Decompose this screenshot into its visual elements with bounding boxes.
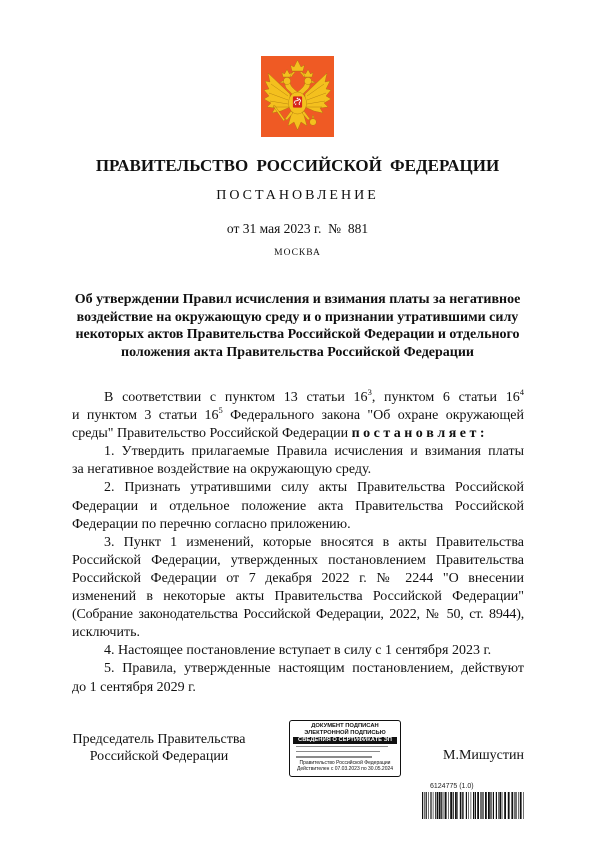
barcode-bar (448, 792, 449, 819)
barcode-bar (462, 792, 463, 819)
barcode-bar (468, 792, 469, 819)
barcode-bar (514, 792, 515, 819)
barcode-bar (502, 792, 503, 819)
barcode-graphic (422, 792, 524, 819)
coat-of-arms-icon (261, 56, 334, 137)
stamp-validity: Действителен с 07.03.2023 по 30.05.2024 (296, 765, 394, 772)
barcode-bar (475, 792, 476, 819)
superscript: 3 (367, 387, 372, 397)
barcode-bar (523, 792, 524, 819)
barcode-bar (466, 792, 467, 819)
barcode-bar (493, 792, 494, 819)
barcode-bar (460, 792, 461, 819)
stamp-title-line: ДОКУМЕНТ ПОДПИСАН (311, 723, 379, 729)
text-span: В соответствии с пунктом 13 статьи 16 (104, 390, 368, 405)
item-3-line: Российской Федерации, утвержденных постановлением Правительства (72, 552, 524, 568)
stamp-holder: Правительство Российской Федерации (299, 759, 391, 766)
item-3-line: изменений в некоторые акты Правительства Российской Федерации" (72, 589, 524, 605)
barcode-bar (435, 792, 436, 819)
barcode-bar (450, 792, 452, 819)
barcode-bar (518, 792, 519, 819)
barcode-bar (483, 792, 484, 819)
item-1-line: 1. Утвердить прилагаемые Правила исчисления и взимания платы (104, 444, 524, 460)
superscript: 4 (519, 387, 524, 397)
barcode-bar (477, 792, 479, 819)
barcode-bar (457, 792, 458, 819)
e-signature-stamp (289, 720, 401, 777)
position-line: Председатель Правительства (72, 732, 246, 747)
barcode-bar (488, 792, 490, 819)
text-span: и пунктом 3 статьи 16 (72, 408, 219, 424)
item-3-line: 3. Пункт 1 изменений, которые вносятся в акты Правительства (104, 534, 524, 550)
eagle-emblem-graphic (261, 56, 334, 137)
barcode-bar (463, 792, 464, 819)
document-type: ПОСТАНОВЛЕНИЕ (216, 188, 379, 203)
item-2-line: Федерации по перечню согласно приложению. (72, 516, 351, 532)
preamble-line (72, 389, 524, 407)
item-2-line: Федерации и отдельное положение акта Правительства Российской (72, 498, 524, 514)
barcode-bar (473, 792, 474, 819)
item-1-line: за негативное воздействие на окружающую среду. (72, 462, 372, 478)
signatory-position (72, 731, 246, 765)
item-5-line: 5. Правила, утвержденные настоящим постановлением, действуют (104, 661, 524, 677)
subject-line: Об утверждении Правил исчисления и взимания платы за негативное (74, 292, 521, 307)
organization-title: ПРАВИТЕЛЬСТВО РОССИЙСКОЙ ФЕДЕРАЦИИ (95, 156, 500, 175)
stamp-illegible-line (290, 754, 400, 759)
barcode-bar (441, 792, 442, 819)
subject-line: некоторых актов Правительства Российской Федерации и отдельного (75, 327, 520, 342)
preamble-line (72, 425, 524, 443)
barcode-bar (480, 792, 481, 819)
barcode-bar (490, 792, 491, 819)
barcode-bar (453, 792, 454, 819)
superscript: 5 (218, 405, 223, 416)
item-3-line: Российской Федерации от 7 декабря 2022 г. № 2244 "О внесении (72, 570, 524, 586)
date-and-number: от 31 мая 2023 г. № 881 (226, 221, 369, 236)
barcode-bar (428, 792, 429, 819)
text-span: Федерального закона "Об охране окружающей (222, 408, 524, 424)
barcode-bar (508, 792, 510, 819)
barcode-bar (455, 792, 457, 819)
barcode-bar (424, 792, 425, 819)
barcode-bar (499, 792, 501, 819)
barcode-bar (504, 792, 506, 819)
barcode-bar (422, 792, 423, 819)
barcode-bar (430, 792, 431, 819)
decrees-word: п о с т а н о в л я е т : (351, 426, 485, 442)
item-3-line: (Собрание законодательства Российской Федерации, 2022, № 50, ст. 8944), (72, 607, 524, 623)
barcode-bar (511, 792, 513, 819)
barcode-bar (445, 792, 447, 819)
position-line: Российской Федерации (89, 749, 229, 764)
barcode-bar (444, 792, 445, 819)
barcode-bar (516, 792, 517, 819)
stamp-title-line: ЭЛЕКТРОННОЙ ПОДПИСЬЮ (304, 730, 386, 736)
barcode-bar (426, 792, 427, 819)
barcode-bar (437, 792, 438, 819)
barcode-icon (422, 792, 524, 819)
barcode-bar (471, 792, 472, 819)
signatory-name: М.Мишустин (443, 748, 524, 763)
barcode-bar (481, 792, 482, 819)
item-2-line: 2. Признать утратившими силу акты Правительства Российской (104, 480, 524, 496)
barcode-bar (496, 792, 497, 819)
barcode-bar (485, 792, 487, 819)
document-subject (0, 291, 595, 361)
document-body (72, 389, 524, 697)
barcode-bar (498, 792, 499, 819)
item-5-line: до 1 сентября 2029 г. (72, 679, 196, 695)
item-3-line: исключить. (72, 625, 140, 641)
barcode-bar (520, 792, 522, 819)
barcode-bar (433, 792, 434, 819)
preamble-line (72, 407, 524, 425)
city-label: МОСКВА (274, 248, 321, 258)
text-span: , пунктом 6 статьи 16 (371, 390, 520, 405)
document-id: 6124775 (1.0) (430, 783, 474, 790)
item-4-line: 4. Настоящее постановление вступает в силу с 1 сентября 2023 г. (104, 643, 492, 659)
barcode-bar (439, 792, 441, 819)
stamp-certificate-band: СВЕДЕНИЯ О СЕРТИФИКАТЕ ЭП (293, 737, 397, 744)
subject-line: воздействие на окружающую среду и о признании утратившими силу (76, 309, 519, 325)
subject-line: положения акта Правительства Российской Федерации (121, 344, 474, 360)
text-span: среды" Правительство Российской Федерации (72, 426, 349, 442)
